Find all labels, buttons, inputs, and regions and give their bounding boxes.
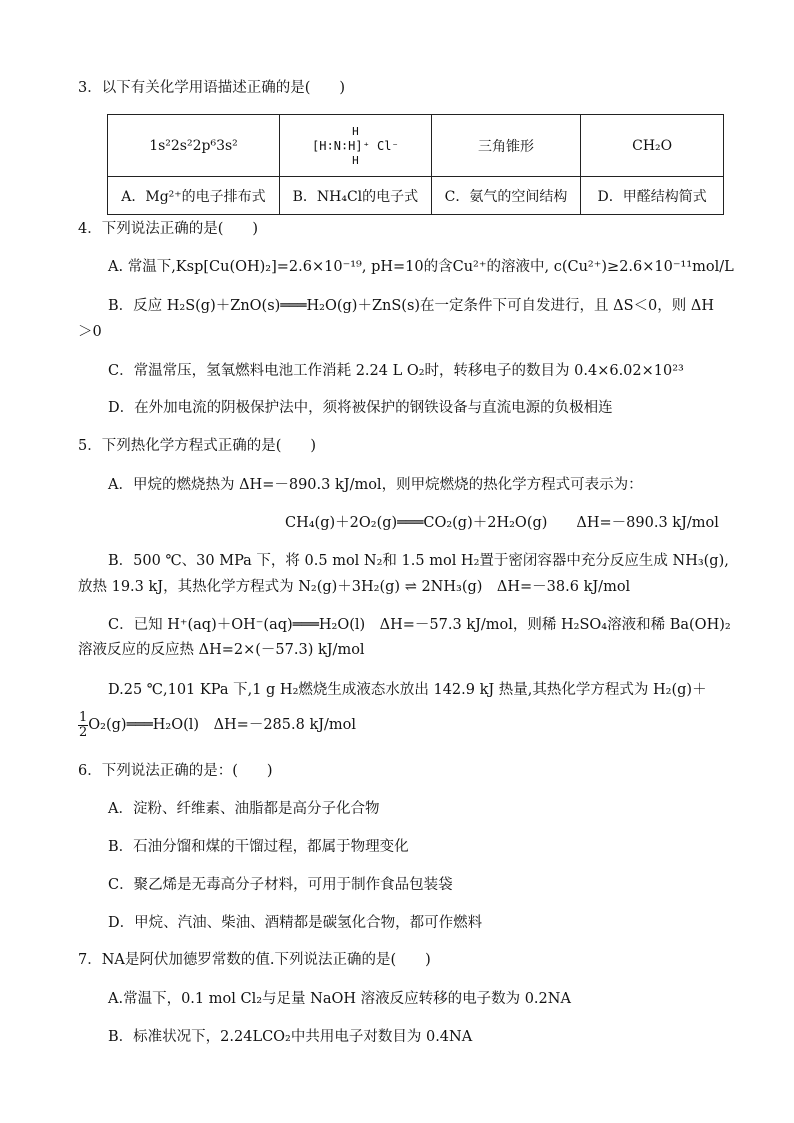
q3-cell-shape: 三角锥形 xyxy=(431,115,580,177)
q5-option-d-equation: O₂(g)═══H₂O(l) ΔH=－285.8 kJ/mol xyxy=(88,717,357,733)
q3-option-d: D．甲醛结构简式 xyxy=(581,177,724,215)
q5-option-c-cont: 溶液反应的反应热 ΔH=2×(－57.3) kJ/mol xyxy=(78,642,365,658)
q4-option-c: C．常温常压，氢氧燃料电池工作消耗 2.24 L O₂时，转移电子的数目为 0.4×6.02×10²³ xyxy=(108,363,684,379)
q3-option-a: A．Mg²⁺的电子排布式 xyxy=(108,177,280,215)
q7-option-b: B．标准状况下，2.24LCO₂中共用电子对数目为 0.4NA xyxy=(108,1029,473,1045)
q6-option-c: C．聚乙烯是无毒高分子材料，可用于制作食品包装袋 xyxy=(108,877,453,893)
q7-stem: 7．NA是阿伏加德罗常数的值.下列说法正确的是( ) xyxy=(78,952,431,968)
q5-option-d-cont xyxy=(78,708,356,742)
q4-stem: 4．下列说法正确的是( ) xyxy=(78,221,259,237)
lewis-structure xyxy=(312,124,399,167)
lewis-main: [H∶N∶H]⁺ Cl⁻ xyxy=(312,138,399,153)
q3-cell-lewis xyxy=(279,115,431,177)
q6-option-a: A．淀粉、纤维素、油脂都是高分子化合物 xyxy=(108,801,380,817)
q6-option-b: B．石油分馏和煤的干馏过程，都属于物理变化 xyxy=(108,839,409,855)
q5-option-a-equation: CH₄(g)＋2O₂(g)═══CO₂(g)＋2H₂O(g) ΔH=－890.3 kJ/mol xyxy=(285,515,719,531)
fraction-numerator: 1 xyxy=(79,709,88,725)
q3-table xyxy=(107,114,724,215)
fraction-denominator: 2 xyxy=(79,724,88,740)
q7-option-a: A.常温下，0.1 mol Cl₂与足量 NaOH 溶液反应转移的电子数为 0.2NA xyxy=(108,991,571,1007)
q6-stem: 6．下列说法正确的是：( ) xyxy=(78,763,273,779)
q4-option-a: A. 常温下,Ksp[Cu(OH)₂]=2.6×10⁻¹⁹, pH=10的含Cu²⁺的溶液中, c(Cu²⁺)≥2.6×10⁻¹¹mol/L xyxy=(108,259,734,275)
q3-option-c: C．氨气的空间结构 xyxy=(431,177,580,215)
q5-option-b: B．500 ℃、30 MPa 下，将 0.5 mol N₂和 1.5 mol H₂置于密闭容器中充分反应生成 NH₃(g), xyxy=(108,553,729,569)
q6-option-d: D．甲烷、汽油、柴油、酒精都是碳氢化合物，都可作燃料 xyxy=(108,915,483,931)
q5-option-a: A．甲烷的燃烧热为 ΔH=－890.3 kJ/mol，则甲烷燃烧的热化学方程式可表示为： xyxy=(108,477,643,493)
q5-option-d: D.25 ℃,101 KPa 下,1 g H₂燃烧生成液态水放出 142.9 kJ 热量,其热化学方程式为 H₂(g)＋ xyxy=(108,682,707,698)
q3-stem: 3．以下有关化学用语描述正确的是( ) xyxy=(78,80,346,96)
q3-cell-formula: CH₂O xyxy=(581,115,724,177)
q4-option-b: B．反应 H₂S(g)＋ZnO(s)═══H₂O(g)＋ZnS(s)在一定条件下可自发进行，且 ΔS＜0，则 ΔH xyxy=(108,298,715,314)
q5-stem: 5．下列热化学方程式正确的是( ) xyxy=(78,438,317,454)
q5-option-b-cont: 放热 19.3 kJ，其热化学方程式为 N₂(g)＋3H₂(g) ⇌ 2NH₃(g) ΔH=－38.6 kJ/mol xyxy=(78,579,631,595)
q4-option-d: D．在外加电流的阴极保护法中，须将被保护的钢铁设备与直流电源的负极相连 xyxy=(108,400,613,416)
q4-option-b-cont: ＞0 xyxy=(78,324,102,340)
lewis-top-h: H xyxy=(352,124,359,138)
q3-cell-config: 1s²2s²2p⁶3s² xyxy=(108,115,280,177)
q3-option-b: B．NH₄Cl的电子式 xyxy=(279,177,431,215)
fraction-half xyxy=(78,711,88,740)
lewis-bottom-h: H xyxy=(352,153,359,167)
q5-option-c: C．已知 H⁺(aq)＋OH⁻(aq)═══H₂O(l) ΔH=－57.3 kJ/mol，则稀 H₂SO₄溶液和稀 Ba(OH)₂ xyxy=(108,617,731,633)
